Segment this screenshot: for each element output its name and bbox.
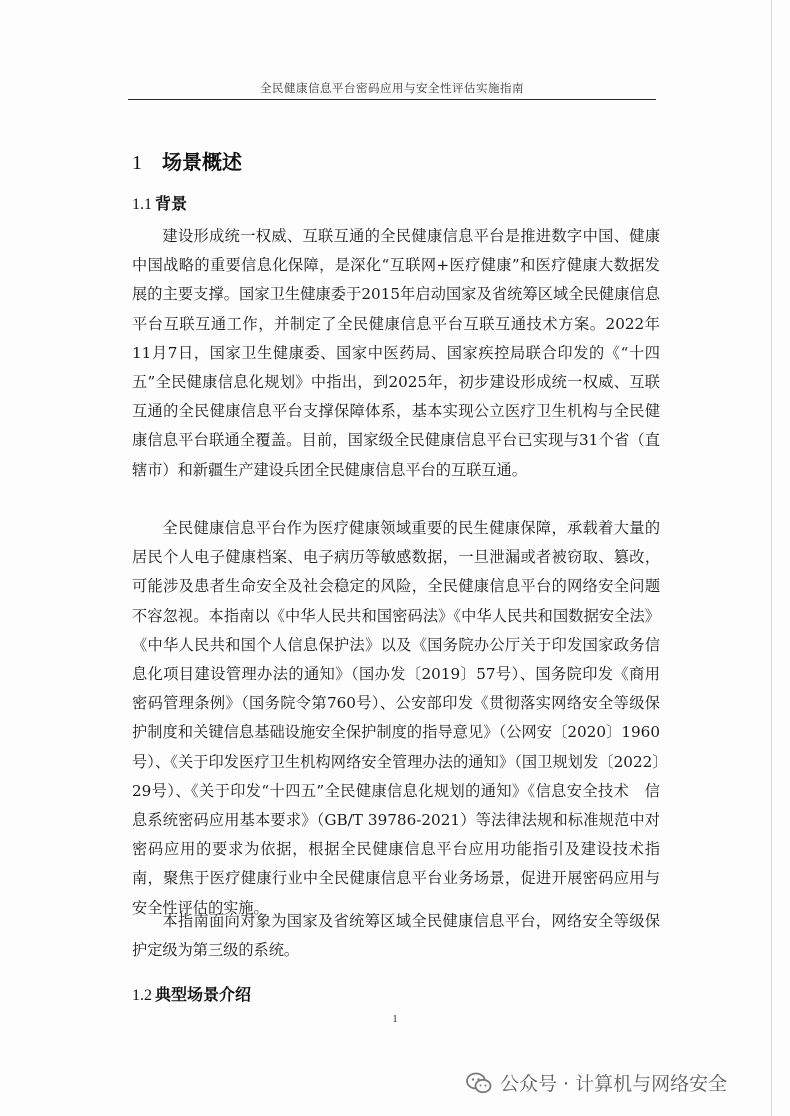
subsection-heading-typical-scenarios: [132, 982, 251, 1005]
subsection-title: 典型场景介绍: [155, 985, 252, 1004]
paragraph-regulations: 全民健康信息平台作为医疗健康领域重要的民生健康保障，承载着大量的居民个人电子健康档案、电子病历等敏感数据，一旦泄漏或者被窃取、篡改，可能涉及患者生命安全及社会稳定的风险，全民健康信息平台的网络安全问题不容忽视。本指南以《中华人民共和国密码法》《中华人民共和国数据安全法》《中华人民共和国个人信息保护法》以及《国务院办公厅关于印发国家政务信息化项目建设管理办法的通知》（国办发〔2019〕57号）、国务院印发《商用密码管理条例》（国务院令第760号）、公安部印发《贯彻落实网络安全等级保护制度和关键信息基础设施安全保护制度的指导意见》（公网安〔2020〕1960号）、《关于印发医疗卫生机构网络安全管理办法的通知》（国卫规划发〔2022〕29号）、《关于印发“十四五”全民健康信息化规划的通知》《信息安全技术 信息系统密码应用基本要求》（GB/T 39786-2021）等法律法规和标准规范中对密码应用的要求为依据，根据全民健康信息平台应用功能指引及建设技术指南，聚焦于医疗健康行业中全民健康信息平台业务场景，促进开展密码应用与安全性评估的实施。: [132, 519, 660, 917]
watermark-text: 公众号 · 计算机与网络安全: [500, 1073, 728, 1095]
watermark: [466, 1069, 727, 1096]
paragraph-scope: 本指南面向对象为国家及省统筹区域全民健康信息平台，网络安全等级保护定级为第三级的系统。: [132, 912, 660, 960]
section-title: 场景概述: [162, 150, 242, 174]
subsection-heading-background: [132, 191, 187, 214]
section-heading: [132, 146, 242, 175]
paragraph-background: 建设形成统一权威、互联互通的全民健康信息平台是推进数字中国、健康中国战略的重要信息化保障，是深化“互联网+医疗健康”和医疗健康大数据发展的主要支撑。国家卫生健康委于2015年启动国家及省统筹区域全民健康信息平台互联互通工作，并制定了全民健康信息平台互联互通技术方案。2022年11月7日，国家卫生健康委、国家中医药局、国家疾控局联合印发的《“十四五”全民健康信息化规划》中指出，到2025年，初步建设形成统一权威、互联互通的全民健康信息平台支撑保障体系，基本实现公立医疗卫生机构与全民健康信息平台联通全覆盖。目前，国家级全民健康信息平台已实现与31个省（直辖市）和新疆生产建设兵团全民健康信息平台的互联互通。: [132, 227, 660, 479]
scan-edge-line: [771, 0, 772, 1116]
subsection-title: 背景: [155, 194, 188, 213]
wechat-icon: [466, 1072, 492, 1094]
running-header: 全民健康信息平台密码应用与安全性评估实施指南: [260, 81, 524, 95]
section-number: 1: [132, 152, 142, 174]
subsection-number: 1.1: [132, 196, 152, 213]
subsection-number: 1.2: [132, 987, 152, 1004]
page-number: 1: [392, 1013, 398, 1025]
header-rule: [128, 99, 656, 100]
